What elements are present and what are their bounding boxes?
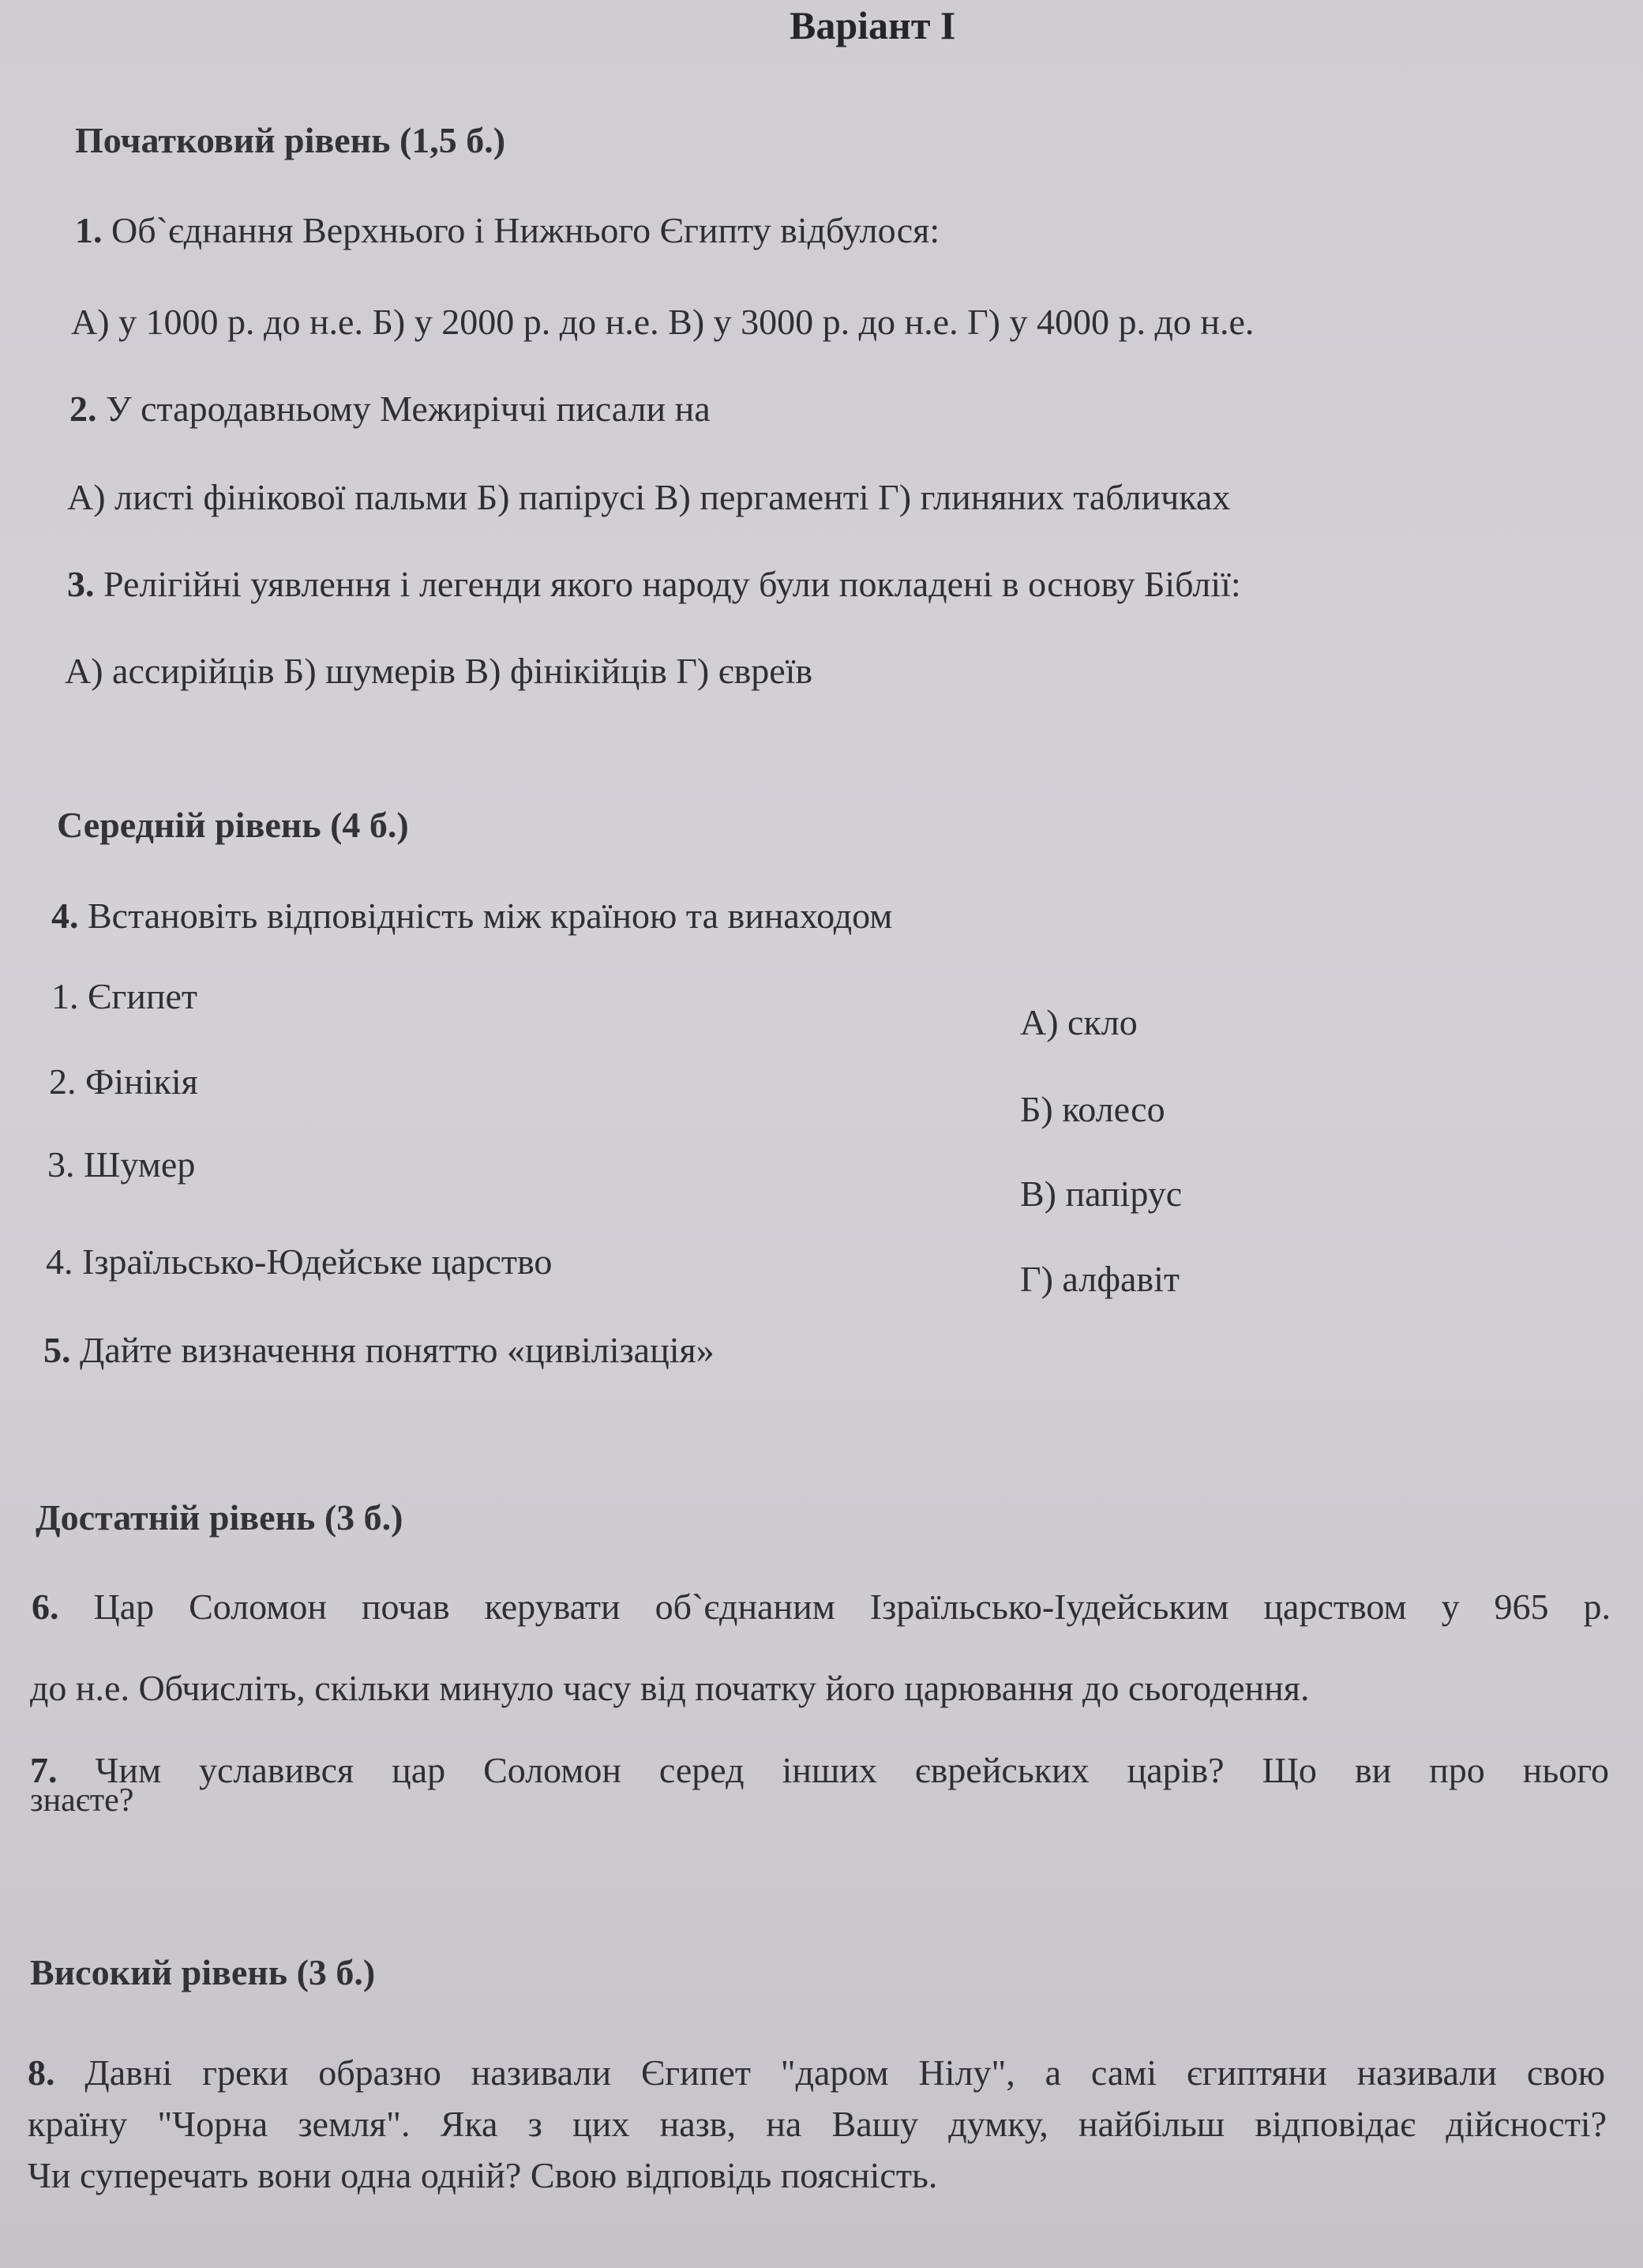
- section-initial-heading: Початковий рівень (1,5 б.): [75, 120, 506, 160]
- question-number: 2.: [69, 389, 97, 429]
- page-title: Варіант І: [790, 3, 956, 47]
- question-5: [43, 1327, 715, 1374]
- section-high-heading: Високий рівень (3 б.): [30, 1952, 376, 1992]
- match-right-item: Г) алфавіт: [1020, 1259, 1180, 1299]
- question-number: 7.: [30, 1750, 58, 1790]
- question-3: [67, 561, 1241, 608]
- question-1: [75, 207, 940, 254]
- question-text: У стародавньому Межиріччі писали на: [106, 389, 711, 429]
- question-6-line-2: до н.е. Обчисліть, скільки минуло часу від початку його царювання до сьогодення.: [30, 1668, 1310, 1708]
- question-8-line-1: [28, 2049, 1605, 2097]
- question-text: Об`єднання Верхнього і Нижнього Єгипту відбулося:: [111, 210, 940, 250]
- question-text: Дайте визначення поняттю «цивілізація»: [80, 1330, 715, 1370]
- question-8-line-3: Чи суперечать вони одна одній? Свою відповідь поясність.: [28, 2155, 938, 2195]
- question-text: Встановіть відповідність між країною та винаходом: [88, 896, 893, 936]
- question-text: Чим уславився цар Соломон серед інших єврейських царів? Що ви про нього: [95, 1750, 1609, 1790]
- question-text: Цар Соломон почав керувати об`єднаним Ізраїльсько-Іудейським царством у 965 р.: [93, 1586, 1611, 1627]
- question-6-line-1: [32, 1583, 1611, 1631]
- question-7-line-2: знаєте?: [30, 1782, 134, 1819]
- question-number: 1.: [75, 210, 103, 250]
- question-1-options: А) у 1000 р. до н.е. Б) у 2000 р. до н.е. В) у 3000 р. до н.е. Г) у 4000 р. до н.е.: [71, 302, 1255, 342]
- section-sufficient-heading: Достатній рівень (3 б.): [36, 1497, 403, 1538]
- question-2-options: А) листі фінікової пальми Б) папірусі В) пергаменті Г) глиняних табличках: [67, 477, 1231, 517]
- match-left-item: 1. Єгипет: [51, 976, 197, 1016]
- question-number: 6.: [32, 1586, 59, 1627]
- question-number: 3.: [67, 564, 95, 604]
- match-left-item: 2. Фінікія: [49, 1061, 198, 1102]
- question-8-line-2: країну "Чорна земля". Яка з цих назв, на Вашу думку, найбільш відповідає дійсності?: [28, 2104, 1607, 2144]
- question-text: Релігійні уявлення і легенди якого народу були покладені в основу Біблії:: [103, 564, 1241, 604]
- question-number: 5.: [43, 1330, 71, 1370]
- question-7-line-1: [30, 1747, 1609, 1794]
- question-3-options: А) ассирійців Б) шумерів В) фінікійців Г) євреїв: [65, 651, 813, 691]
- match-right-item: В) папірус: [1020, 1173, 1183, 1214]
- question-number: 4.: [51, 896, 79, 936]
- question-2: [69, 385, 711, 433]
- match-right-item: А) скло: [1020, 1002, 1138, 1042]
- section-medium-heading: Середній рівень (4 б.): [57, 805, 409, 845]
- match-right-item: Б) колесо: [1020, 1089, 1165, 1129]
- match-left-item: 3. Шумер: [47, 1144, 196, 1185]
- match-left-item: 4. Ізраїльсько-Юдейське царство: [46, 1241, 553, 1282]
- question-text: Давні греки образно називали Єгипет "даром Нілу", а самі єгиптяни називали свою: [84, 2052, 1606, 2093]
- question-4: [51, 892, 892, 940]
- question-number: 8.: [28, 2052, 55, 2093]
